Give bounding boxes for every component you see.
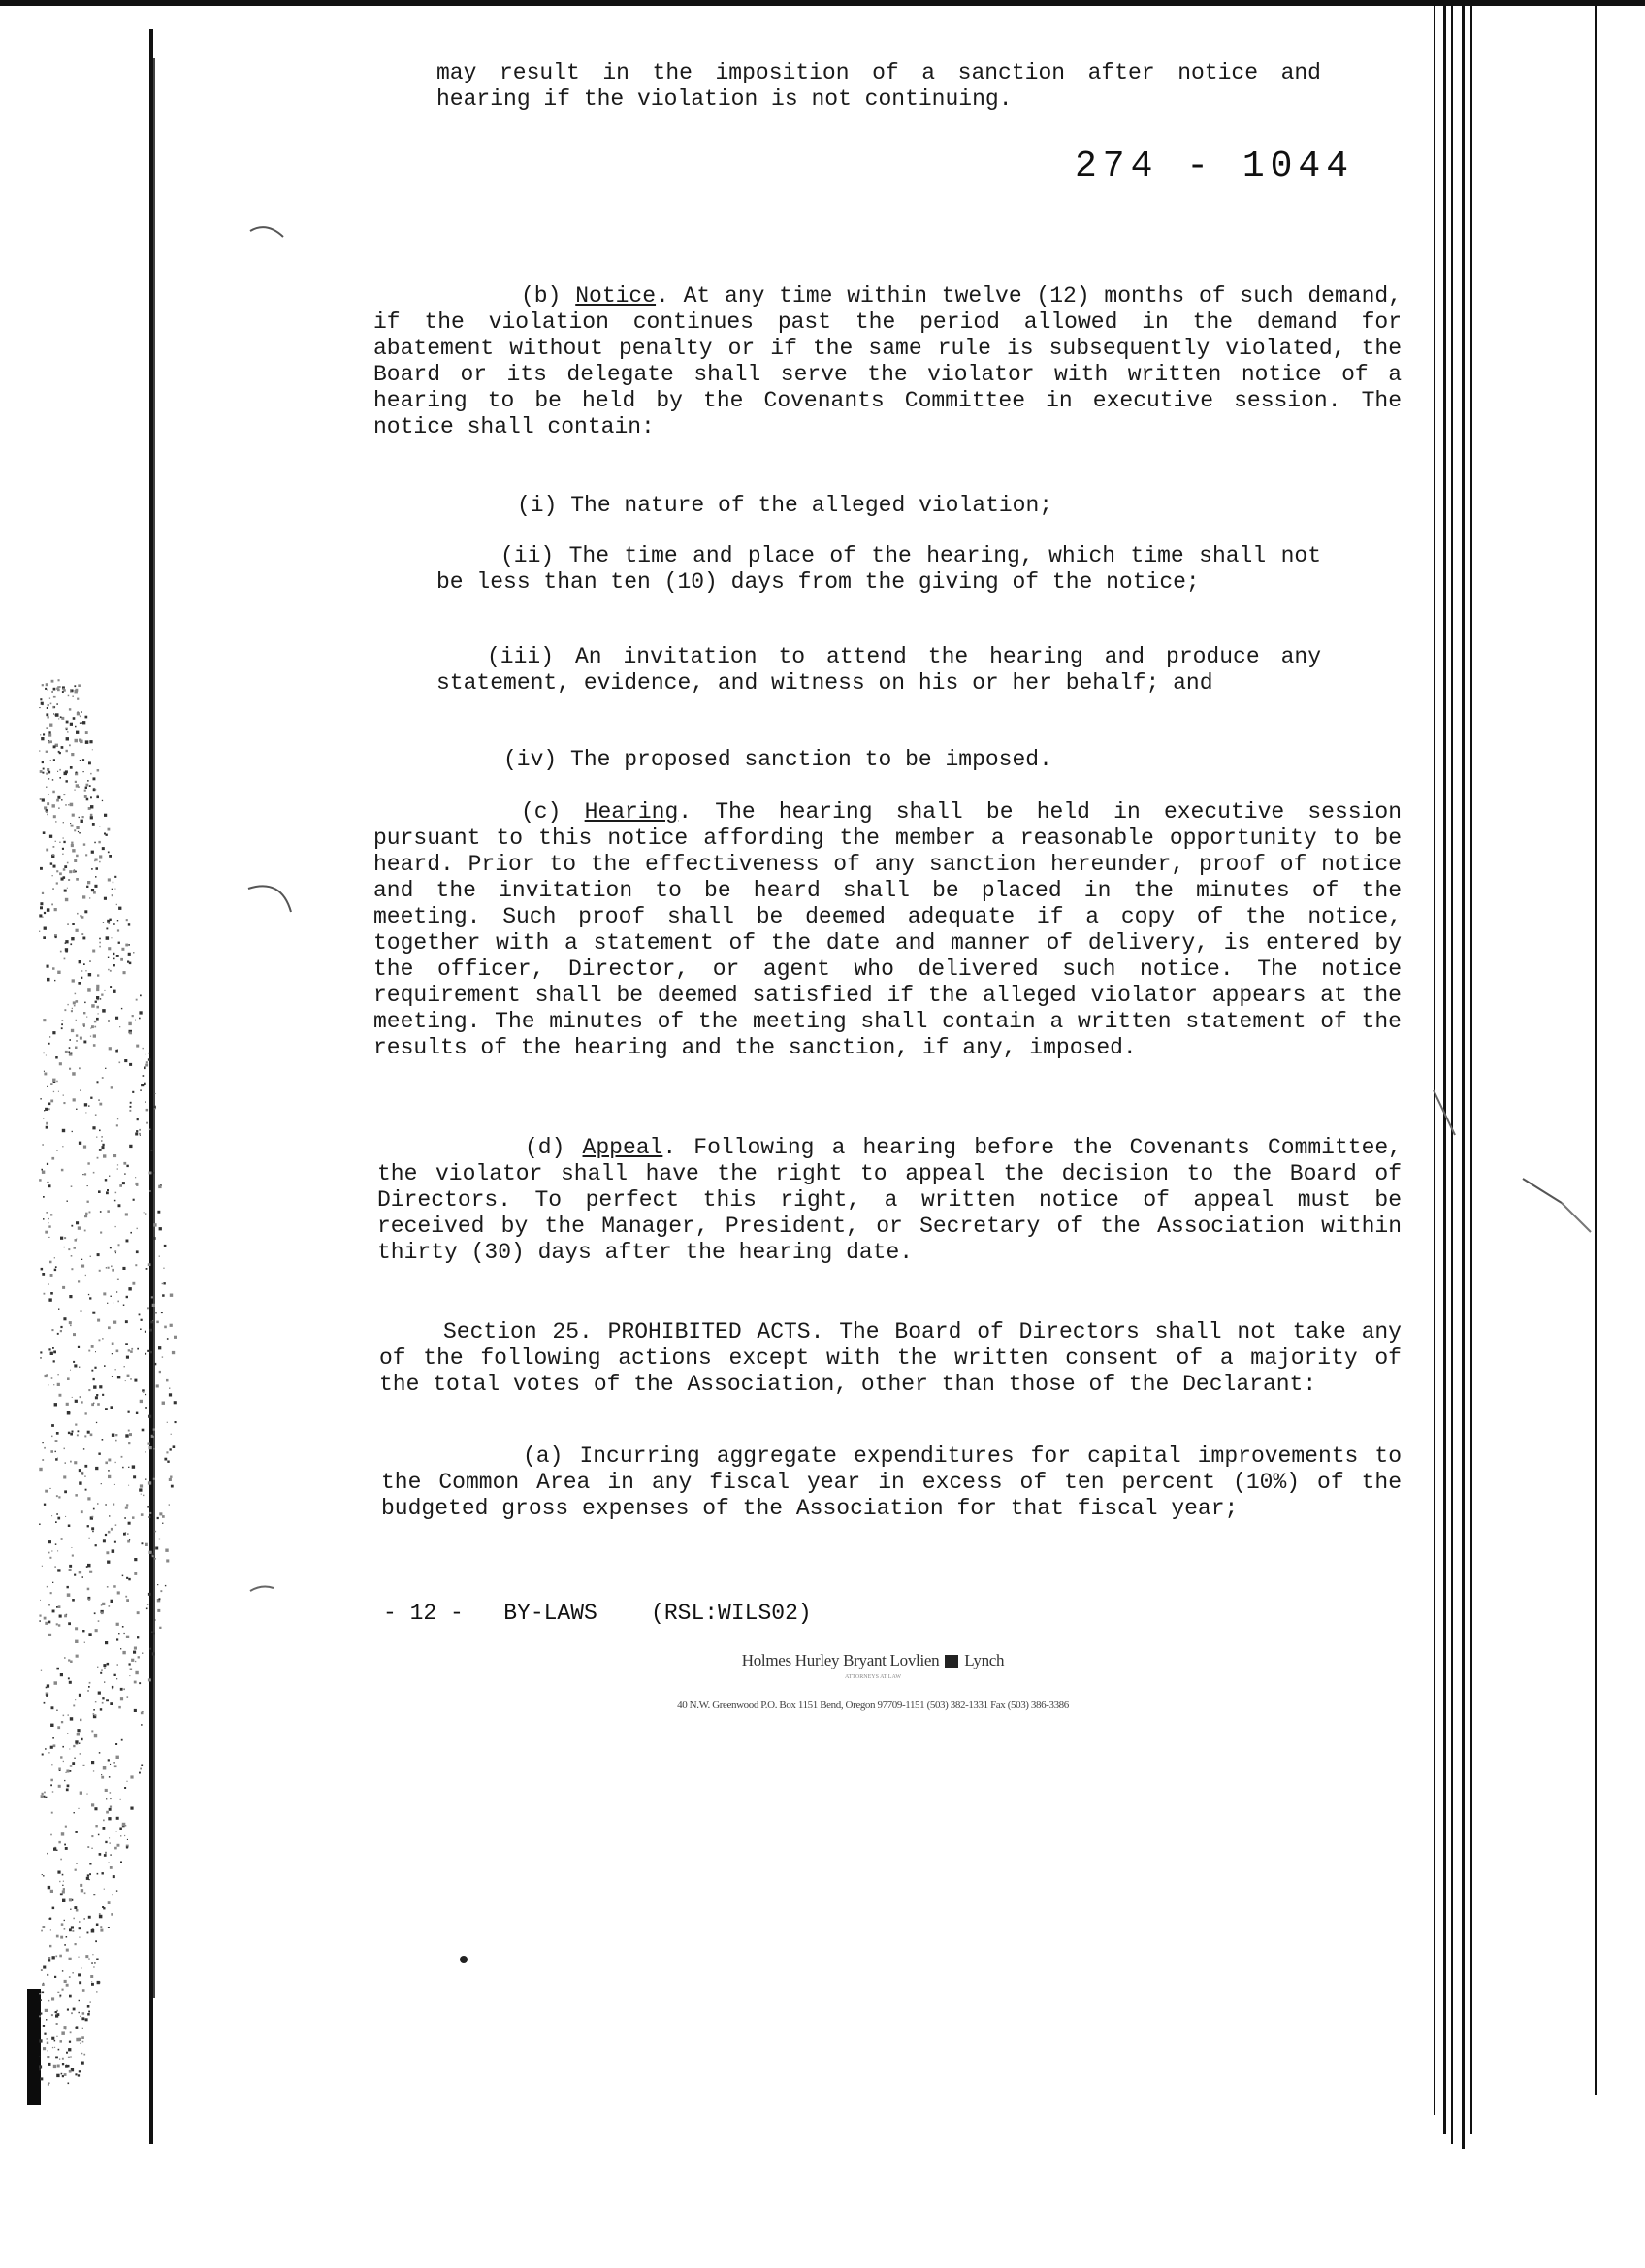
hearing-heading: Hearing: [584, 799, 679, 825]
list-item-iii: (iii) An invitation to attend the hearing and produce any statement, evidence, and witness on his or her behalf; and: [436, 644, 1321, 696]
appeal-heading: Appeal: [582, 1135, 663, 1160]
hearing-paragraph: [373, 799, 1402, 1061]
notice-heading: Notice: [575, 283, 657, 308]
appeal-text: . Following a hearing before the Covenants Committee, the violator shall have the right to appeal the decision to the Board of Directors. To perfect this right, a written notice of appeal must be received by the Manager, President, or Secretary of the Association within thirty (30) days after the hearing date.: [377, 1135, 1402, 1265]
item-a-paragraph: (a) Incurring aggregate expenditures for capital improvements to the Common Area in any fiscal year in excess of ten percent (10%) of the budgeted gross expenses of the Association for that fiscal year;: [381, 1443, 1402, 1521]
section-25-paragraph: Section 25. PROHIBITED ACTS. The Board of Directors shall not take any of the following actions except with the written consent of a majority of the total votes of the Association, other than those of the Declarant:: [379, 1319, 1402, 1397]
firm-name-left: Holmes Hurley Bryant Lovlien: [741, 1651, 940, 1669]
notice-text: . At any time within twelve (12) months of such demand, if the violation continues past the period allowed in the demand for abatement without penalty or if the same rule is subsequently violated, the Board or its delegate shall serve the violator with written notice of a hearing to be held by the Covenants Committee in executive session. The notice shall contain:: [373, 283, 1402, 439]
footer-label: - 12 - BY-LAWS (RSL:WILS02): [383, 1601, 812, 1626]
firm-logo-icon: [945, 1655, 958, 1668]
notice-paragraph: [373, 283, 1402, 440]
appeal-paragraph: [377, 1135, 1402, 1266]
firm-address: 40 N.W. Greenwood P.O. Box 1151 Bend, Oregon 97709-1151 (503) 382-1331 Fax (503) 386-3386: [677, 1700, 1069, 1711]
intro-paragraph: may result in the imposition of a sanction after notice and hearing if the violation is not continuing.: [436, 60, 1321, 112]
notice-label: (b): [521, 283, 562, 308]
page-number: 274 - 1044: [1075, 146, 1355, 187]
list-item-iv: (iv) The proposed sanction to be imposed.: [503, 747, 1052, 772]
list-item-i: (i) The nature of the alleged violation;: [517, 493, 1053, 518]
firm-name: [582, 1651, 1164, 1670]
firm-name-right: Lynch: [964, 1651, 1005, 1669]
list-item-ii: (ii) The time and place of the hearing, which time shall not be less than ten (10) days from the giving of the notice;: [436, 543, 1321, 595]
firm-subtitle: ATTORNEYS AT LAW: [845, 1674, 901, 1680]
hearing-label: (c): [521, 799, 562, 825]
hearing-text: . The hearing shall be held in executive session pursuant to this notice affording the member a reasonable opportunity to be heard. Prior to the effectiveness of any sanction hereunder, proof of notice and the invitation to be heard shall be placed in the minutes of the meeting. Such proof shall be deemed adequate if a copy of the notice, together with a statement of the date and manner of delivery, is entered by the officer, Director, or agent who delivered such notice. The notice requirement shall be deemed satisfied if the alleged violator appears at the meeting. The minutes of the meeting shall contain a written statement of the results of the hearing and the sanction, if any, imposed.: [373, 799, 1402, 1060]
appeal-label: (d): [525, 1135, 565, 1160]
